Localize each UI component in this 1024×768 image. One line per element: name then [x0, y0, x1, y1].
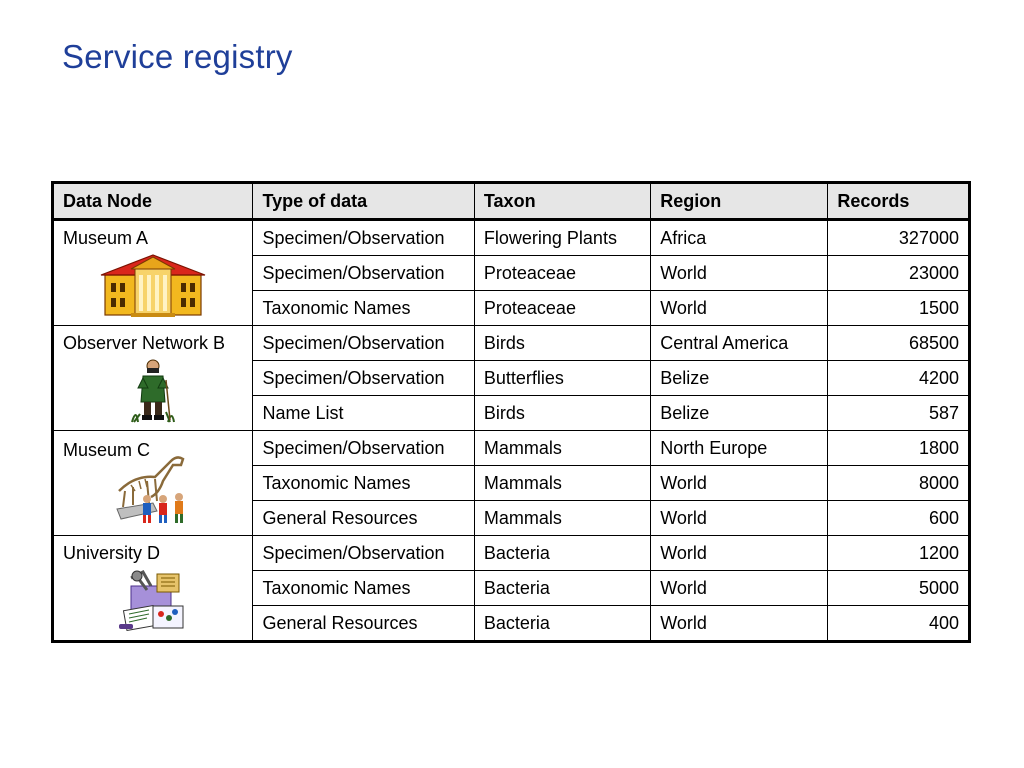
records-cell: 8000	[828, 466, 970, 501]
type-of-data-cell: General Resources	[253, 501, 474, 536]
table-row	[53, 326, 970, 361]
type-of-data-cell: Taxonomic Names	[253, 466, 474, 501]
taxon-cell: Bacteria	[474, 571, 650, 606]
type-of-data-cell: Specimen/Observation	[253, 220, 474, 256]
type-of-data-cell: General Resources	[253, 606, 474, 642]
data-node-cell	[53, 431, 253, 536]
region-cell: Belize	[651, 396, 828, 431]
taxon-cell: Mammals	[474, 501, 650, 536]
data-node-label: University D	[63, 542, 161, 563]
records-cell: 1800	[828, 431, 970, 466]
header-taxon: Taxon	[474, 183, 650, 220]
region-cell: World	[651, 536, 828, 571]
type-of-data-cell: Specimen/Observation	[253, 361, 474, 396]
type-of-data-cell: Taxonomic Names	[253, 291, 474, 326]
records-cell: 600	[828, 501, 970, 536]
taxon-cell: Proteaceae	[474, 291, 650, 326]
region-cell: World	[651, 571, 828, 606]
region-cell: World	[651, 291, 828, 326]
records-cell: 68500	[828, 326, 970, 361]
museum-building-icon	[97, 253, 209, 319]
type-of-data-cell: Specimen/Observation	[253, 536, 474, 571]
type-of-data-cell: Taxonomic Names	[253, 571, 474, 606]
records-cell: 1500	[828, 291, 970, 326]
region-cell: World	[651, 256, 828, 291]
table-header-row	[53, 183, 970, 220]
records-cell: 5000	[828, 571, 970, 606]
taxon-cell: Mammals	[474, 431, 650, 466]
records-cell: 1200	[828, 536, 970, 571]
data-node-cell	[53, 220, 253, 326]
records-cell: 23000	[828, 256, 970, 291]
taxon-cell: Proteaceae	[474, 256, 650, 291]
header-records: Records	[828, 183, 970, 220]
type-of-data-cell: Name List	[253, 396, 474, 431]
type-of-data-cell: Specimen/Observation	[253, 431, 474, 466]
page-title: Service registry	[62, 38, 293, 75]
birdwatcher-icon	[128, 358, 178, 424]
type-of-data-cell: Specimen/Observation	[253, 256, 474, 291]
data-node-cell	[53, 326, 253, 431]
taxon-cell: Flowering Plants	[474, 220, 650, 256]
table-row	[53, 536, 970, 571]
type-of-data-cell: Specimen/Observation	[253, 326, 474, 361]
region-cell: World	[651, 606, 828, 642]
data-node-label: Museum A	[63, 227, 149, 248]
region-cell: Central America	[651, 326, 828, 361]
header-region: Region	[651, 183, 828, 220]
taxon-cell: Bacteria	[474, 606, 650, 642]
region-cell: North Europe	[651, 431, 828, 466]
taxon-cell: Bacteria	[474, 536, 650, 571]
data-node-label: Observer Network B	[63, 332, 226, 353]
data-node-cell	[53, 536, 253, 642]
taxon-cell: Butterflies	[474, 361, 650, 396]
table-row	[53, 431, 970, 466]
region-cell: Belize	[651, 361, 828, 396]
records-cell: 4200	[828, 361, 970, 396]
region-cell: World	[651, 501, 828, 536]
records-cell: 327000	[828, 220, 970, 256]
table-row	[53, 220, 970, 256]
header-type-of-data: Type of data	[253, 183, 474, 220]
taxon-cell: Birds	[474, 326, 650, 361]
data-node-label: Museum C	[63, 439, 151, 460]
service-registry-table	[51, 181, 971, 643]
records-cell: 400	[828, 606, 970, 642]
header-data-node: Data Node	[53, 183, 253, 220]
taxon-cell: Birds	[474, 396, 650, 431]
records-cell: 587	[828, 396, 970, 431]
region-cell: Africa	[651, 220, 828, 256]
taxon-cell: Mammals	[474, 466, 650, 501]
microscope-lab-icon	[117, 568, 189, 634]
region-cell: World	[651, 466, 828, 501]
